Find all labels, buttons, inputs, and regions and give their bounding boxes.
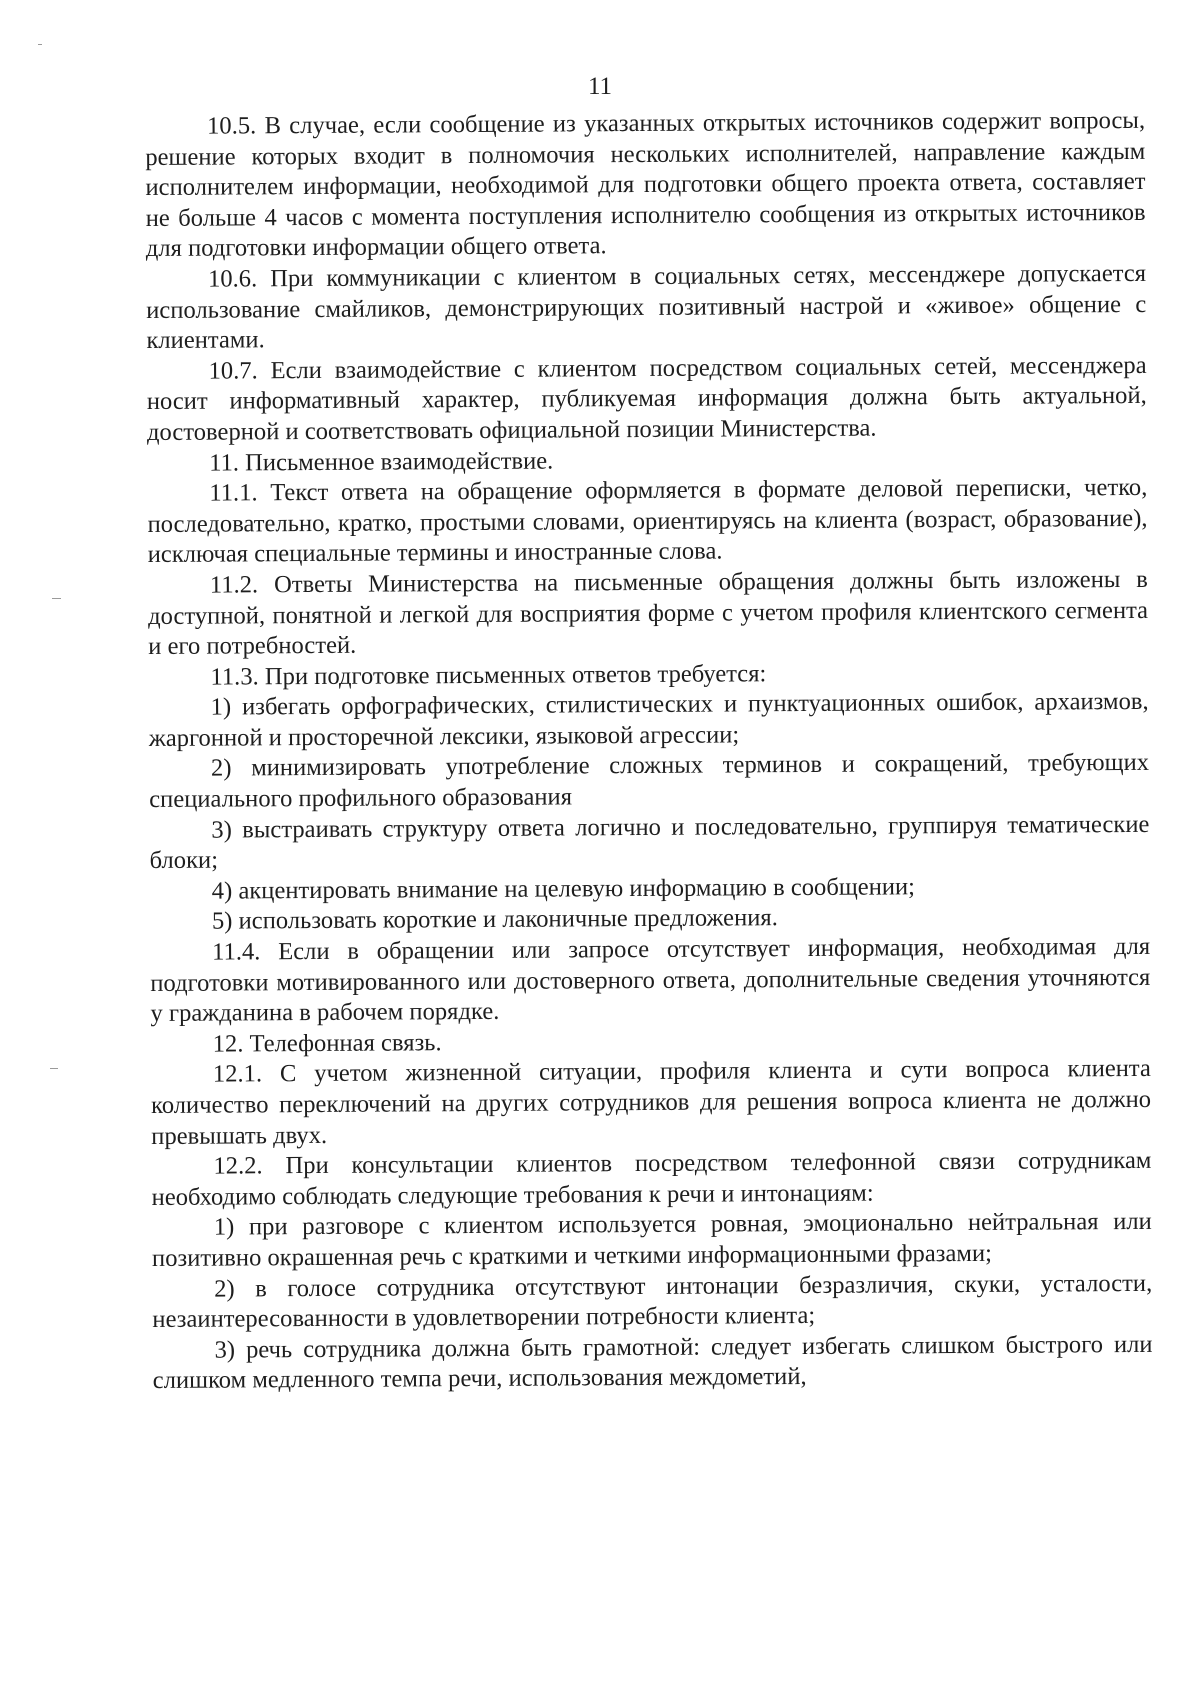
list-item-12-2-1: 1) при разговоре с клиентом используется ровная, эмоционально нейтральная или позитивно окрашенная речь с краткими и четкими информационными фразами; (151, 1208, 1152, 1272)
list-item-11-3-3: 3) выстраивать структуру ответа логично и последовательно, группируя тематические блоки; (149, 810, 1150, 875)
paragraph-12-2: 12.2. При консультации клиентов посредством телефонной связи сотрудникам необходимо соблюдать следующие требования к речи и интонациям: (151, 1147, 1152, 1211)
list-item-12-2-3: 3) речь сотрудника должна быть грамотной: следует избегать слишком быстрого или слишком медленного темпа речи, использования междометий, (152, 1330, 1153, 1395)
paragraph-12-1: 12.1. С учетом жизненной ситуации, профиля клиента и сути вопроса клиента количество переключений на других сотрудников для решения вопроса клиента не должно превышать двух. (150, 1055, 1152, 1150)
section-heading-11: 11. Письменное взаимодействие. (209, 447, 554, 477)
paragraph-10-5: 10.5. В случае, если сообщение из указанных открытых источников содержит вопросы, решение которых входит в полномочия нескольких исполнителей, направление каждым исполнителем информации, необходимой для подготовки общего проекта ответа, составляет не больше 4 часов с момента поступления исполнителю сообщения из открытых источников для подготовки информации общего ответа. (145, 106, 1146, 263)
list-item-12-2-2: 2) в голосе сотрудника отсутствуют интонации безразличия, скуки, усталости, незаинтересованности в удовлетворении потребности клиента; (152, 1269, 1153, 1334)
list-item-11-3-4: 4) акцентировать внимание на целевую информацию в сообщении; (211, 873, 916, 905)
paragraph-11-3: 11.3. При подготовке письменных ответов требуется: (210, 659, 767, 691)
list-item-11-3-2: 2) минимизировать употребление сложных терминов и сокращений, требующих специального профильного образования (149, 749, 1150, 814)
document-body (145, 106, 1153, 1397)
list-item-11-3-5: 5) использовать короткие и лаконичные предложения. (211, 904, 778, 936)
paragraph-11-4: 11.4. Если в обращении или запросе отсутствует информация, необходимая для подготовки мотивированного или достоверного ответа, дополнительные сведения уточняются у гражданина в рабочем порядке. (150, 932, 1151, 1028)
paragraph-10-7: 10.7. Если взаимодействие с клиентом посредством социальных сетей, мессенджера носит информативный характер, публикуемая информация должна быть актуальной, достоверной и соответствовать официальной позиции Министерства. (146, 351, 1147, 446)
scan-artifact-mark (38, 44, 42, 45)
paragraph-11-1: 11.1. Текст ответа на обращение оформляется в формате деловой переписки, четко, последовательно, кратко, простыми словами, ориентируясь на клиента (возраст, образование), исключая специальные термины и иностранные слова. (147, 474, 1148, 569)
paragraph-11-2: 11.2. Ответы Министерства на письменные обращения должны быть изложены в доступной, понятной и легкой для восприятия форме с учетом профиля клиентского сегмента и его потребностей. (147, 565, 1149, 661)
scan-artifact-mark (52, 598, 61, 599)
paragraph-10-6: 10.6. При коммуникации с клиентом в социальных сетях, мессенджере допускается использование смайликов, демонстрирующих позитивный настрой и «живое» общение с клиентами. (146, 259, 1147, 355)
section-heading-12: 12. Телефонная связь. (212, 1029, 442, 1058)
page-number: 11 (587, 73, 613, 100)
scan-artifact-mark (50, 1068, 58, 1069)
list-item-11-3-1: 1) избегать орфографических, стилистических и пунктуационных ошибок, архаизмов, жаргонной и просторечной лексики, языковой агрессии; (148, 688, 1149, 752)
